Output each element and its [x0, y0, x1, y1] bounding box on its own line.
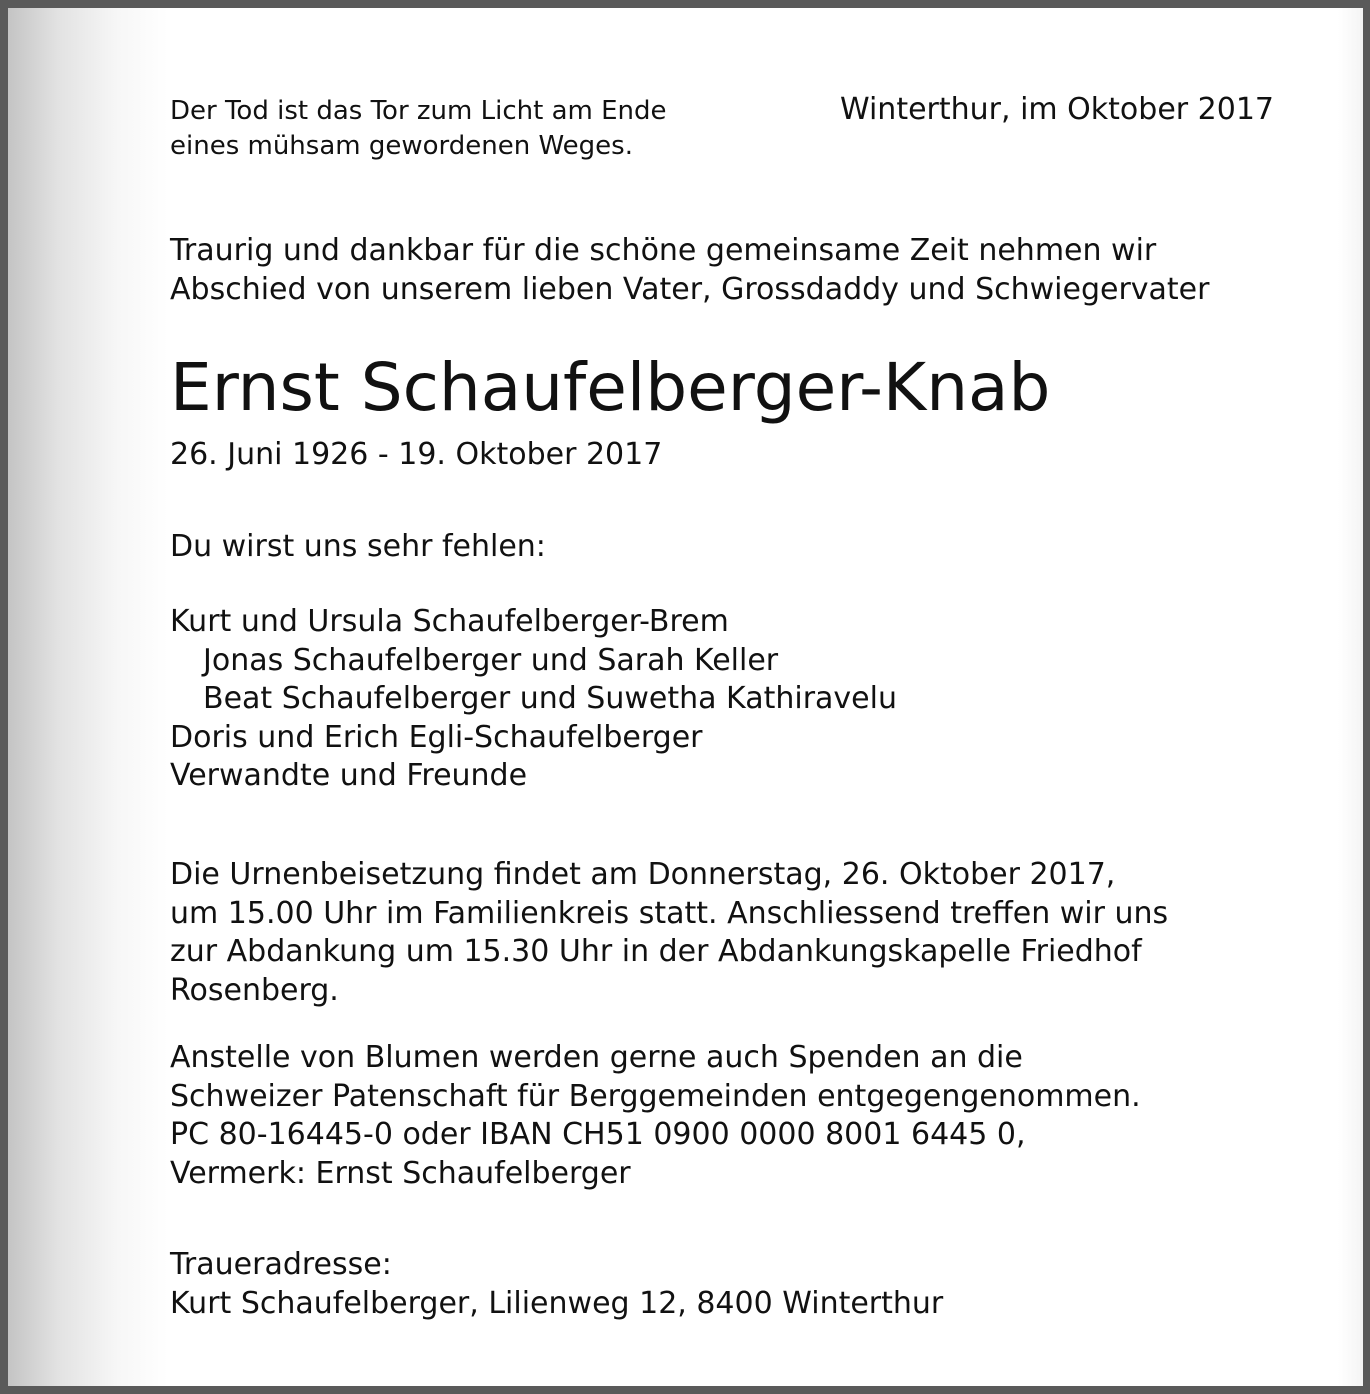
farewell-text: Du wirst uns sehr fehlen:: [170, 529, 546, 564]
life-dates: 26. Juni 1926 - 19. Oktober 2017: [170, 437, 663, 472]
mourning-address: [170, 1246, 943, 1323]
mourner-entry: Beat Schaufelberger und Suwetha Kathiravelu: [203, 681, 897, 716]
donation-line: Schweizer Patenschaft für Berggemeinden entgegengenommen.: [170, 1078, 1141, 1114]
donation-line: Vermerk: Ernst Schaufelberger: [170, 1155, 631, 1191]
address-label: Traueradresse:: [170, 1247, 392, 1282]
ceremony-line: Die Urnenbeisetzung findet am Donnerstag, 26. Oktober 2017,: [170, 857, 1116, 892]
ceremony-line: um 15.00 Uhr im Familienkreis statt. Anschliessend treffen wir uns: [170, 895, 1169, 931]
intro-line: Abschied von unserem lieben Vater, Grossdaddy und Schwiegervater: [170, 272, 1210, 307]
address-value: Kurt Schaufelberger, Lilienweg 12, 8400 Winterthur: [170, 1285, 944, 1321]
donation-details: [170, 1039, 1141, 1193]
intro-text: [170, 231, 1209, 309]
donation-line: Anstelle von Blumen werden gerne auch Spenden an die: [170, 1040, 1023, 1075]
deceased-name: Ernst Schaufelberger-Knab: [170, 349, 1051, 426]
mourners-list: [170, 603, 897, 796]
mourner-entry: Verwandte und Freunde: [170, 758, 528, 793]
mourner-entry: Doris und Erich Egli-Schaufelberger: [170, 719, 703, 755]
ceremony-line: zur Abdankung um 15.30 Uhr in der Abdankungskapelle Friedhof: [170, 934, 1142, 969]
quote-line: Der Tod ist das Tor zum Licht am Ende: [170, 96, 667, 126]
mourner-entry: Jonas Schaufelberger und Sarah Keller: [203, 642, 779, 678]
intro-line: Traurig und dankbar für die schöne gemeinsame Zeit nehmen wir: [170, 233, 1157, 268]
ceremony-details: [170, 856, 1168, 1010]
donation-line: PC 80-16445-0 oder IBAN CH51 0900 0000 8001 6445 0,: [170, 1117, 1026, 1152]
quote-line: eines mühsam gewordenen Weges.: [170, 131, 633, 161]
epigraph-quote: [170, 94, 667, 164]
place-and-date: Winterthur, im Oktober 2017: [839, 92, 1274, 127]
obituary-page: [8, 8, 1363, 1386]
ceremony-line: Rosenberg.: [170, 972, 339, 1008]
mourner-entry: Kurt und Ursula Schaufelberger-Brem: [170, 604, 729, 639]
